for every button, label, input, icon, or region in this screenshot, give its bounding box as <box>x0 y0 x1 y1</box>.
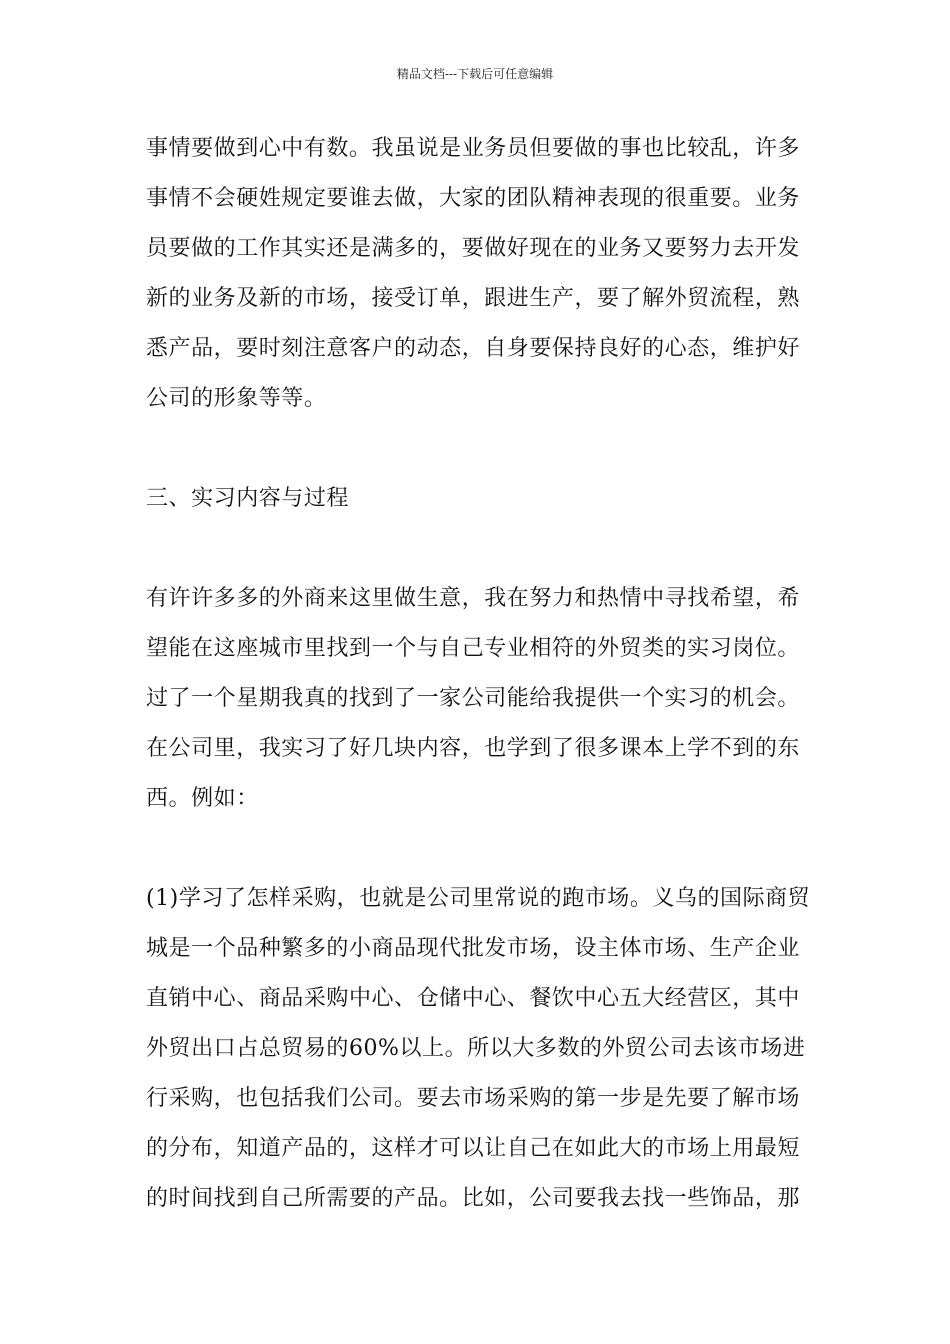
text-line: 望能在这座城市里找到一个与自己专业相符的外贸类的实习岗位。 <box>146 636 800 661</box>
text-line: 的时间找到自己所需要的产品。比如，公司要我去找一些饰品，那 <box>146 1186 800 1211</box>
text-line: 行采购，也包括我们公司。要去市场采购的第一步是先要了解市场 <box>146 1086 800 1111</box>
text-line: (1)学习了怎样采购，也就是公司里常说的跑市场。义乌的国际商贸 <box>146 886 811 911</box>
text-line: 在公司里，我实习了好几块内容，也学到了很多课本上学不到的东 <box>146 736 800 761</box>
text-line: 过了一个星期我真的找到了一家公司能给我提供一个实习的机会。 <box>146 686 800 711</box>
text-line: 城是一个品种繁多的小商品现代批发市场，设主体市场、生产企业 <box>146 936 800 961</box>
text-line: 有许许多多的外商来这里做生意，我在努力和热情中寻找希望，希 <box>146 586 800 611</box>
text-line: 员要做的工作其实还是满多的，要做好现在的业务又要努力去开发 <box>146 236 800 261</box>
text-line: 新的业务及新的市场，接受订单，跟进生产，要了解外贸流程，熟 <box>146 286 800 311</box>
text-line: 事情不会硬姓规定要谁去做，大家的团队精神表现的很重要。业务 <box>146 186 800 211</box>
page-header: 精品文档---下载后可任意编辑 <box>396 67 554 81</box>
text-line: 直销中心、商品采购中心、仓储中心、餐饮中心五大经营区，其中 <box>146 986 800 1011</box>
text-line: 悉产品，要时刻注意客户的动态，自身要保持良好的心态，维护好 <box>146 336 800 361</box>
section-heading-text: 三、实习内容与过程 <box>146 486 349 511</box>
text-line: 公司的形象等等。 <box>146 386 327 411</box>
text-line: 的分布，知道产品的，这样才可以让自己在如此大的市场上用最短 <box>146 1136 800 1161</box>
text-line: 外贸出口占总贸易的60%以上。所以大多数的外贸公司去该市场进 <box>146 1036 806 1061</box>
text-line: 西。例如： <box>146 786 259 811</box>
text-line: 事情要做到心中有数。我虽说是业务员但要做的事也比较乱，许多 <box>146 136 800 161</box>
